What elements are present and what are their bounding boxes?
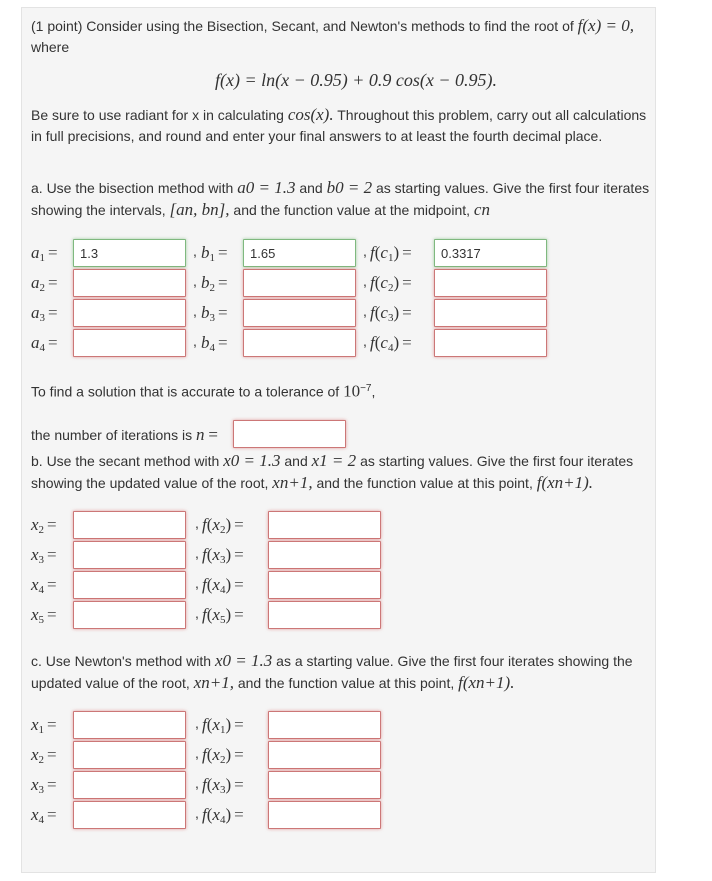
iterations-text: the number of iterations is (31, 427, 193, 443)
bisection-a-input[interactable] (73, 269, 186, 297)
cos-x: cos(x). (287, 105, 334, 124)
secant-x-input[interactable] (73, 511, 186, 539)
bisection-f-input[interactable] (434, 329, 547, 357)
instructions-b: Throughout this problem, carry out all calculations in full precisions, and round and enter your final answers to at least the fourth decimal place. (31, 107, 647, 144)
secant-x-label: $x_5$ = (31, 605, 57, 626)
bisection-f-input[interactable] (434, 269, 547, 297)
separator-comma: , (363, 303, 367, 319)
bisection-f-label: $f(c_4)$ = (370, 333, 412, 354)
tolerance-exponent: −7 (360, 383, 372, 394)
newton-x-input[interactable] (73, 771, 186, 799)
bisection-b-input[interactable] (243, 329, 356, 357)
formula-line (0, 70, 712, 91)
secant-f-input[interactable] (268, 601, 381, 629)
bisection-f-input[interactable] (434, 239, 547, 267)
newton-f-input[interactable] (268, 771, 381, 799)
secant-x-label: $x_2$ = (31, 515, 57, 536)
secant-f-input[interactable] (268, 511, 381, 539)
bisection-b-label: $b_2$ = (201, 273, 228, 294)
part-a-text-3: and the function value at the midpoint, (233, 202, 471, 218)
bisection-f-input[interactable] (434, 299, 547, 327)
newton-f-label: $f(x_3)$ = (202, 775, 244, 796)
newton-x-label: $x_1$ = (31, 715, 57, 736)
newton-x-input[interactable] (73, 801, 186, 829)
part-c-text-1: c. Use Newton's method with (31, 653, 212, 669)
separator-comma: , (195, 775, 199, 791)
newton-f-label: $f(x_2)$ = (202, 745, 244, 766)
bisection-a-label: $a_3$ = (31, 303, 58, 324)
secant-f-label: $f(x_5)$ = (202, 605, 244, 626)
part-c-xn1: xn+1, (193, 673, 234, 692)
tolerance-text: To find a solution that is accurate to a tolerance of (31, 383, 340, 400)
separator-comma: , (193, 333, 197, 349)
b0: b0 = 2 (326, 178, 373, 197)
bisection-a-label: $a_1$ = (31, 243, 58, 264)
bisection-b-input[interactable] (243, 269, 356, 297)
separator-comma: , (195, 605, 199, 621)
newton-f-input[interactable] (268, 741, 381, 769)
intro-prefix: (1 point) Consider using the Bisection, Secant, and Newton's methods to find the root of (31, 18, 574, 34)
newton-x-label: $x_3$ = (31, 775, 57, 796)
part-b-x0: x0 = 1.3 (223, 451, 281, 470)
part-a-text-2: as starting values. Give the first four iterates showing the intervals, (31, 180, 650, 218)
bisection-b-input[interactable] (243, 239, 356, 267)
bisection-a-input[interactable] (73, 299, 186, 327)
newton-x-label: $x_2$ = (31, 745, 57, 766)
intro-equation: f(x) = 0, (577, 16, 634, 35)
bisection-a-input[interactable] (73, 329, 186, 357)
bisection-a-label: $a_4$ = (31, 333, 58, 354)
bisection-b-label: $b_3$ = (201, 303, 228, 324)
formula: f(x) = ln(x − 0.95) + 0.9 cos(x − 0.95). (214, 70, 497, 90)
part-c-fxn1: f(xn+1). (458, 673, 515, 692)
bisection-f-label: $f(c_2)$ = (370, 273, 412, 294)
part-a-prompt (31, 177, 656, 221)
separator-comma: , (193, 243, 197, 259)
newton-x-label: $x_4$ = (31, 805, 57, 826)
bisection-a-label: $a_2$ = (31, 273, 58, 294)
part-a-text-1: a. Use the bisection method with (31, 180, 234, 196)
interval: [an, bn], (169, 200, 230, 219)
bisection-a-input[interactable] (73, 239, 186, 267)
secant-x-input[interactable] (73, 541, 186, 569)
secant-f-label: $f(x_4)$ = (202, 575, 244, 596)
tolerance-value: 10 (343, 381, 361, 401)
part-c-prompt (31, 650, 656, 694)
separator-comma: , (363, 243, 367, 259)
newton-f-label: $f(x_4)$ = (202, 805, 244, 826)
secant-f-input[interactable] (268, 571, 381, 599)
secant-x-label: $x_3$ = (31, 545, 57, 566)
secant-x-label: $x_4$ = (31, 575, 57, 596)
newton-x-input[interactable] (73, 711, 186, 739)
secant-x-input[interactable] (73, 571, 186, 599)
separator-comma: , (363, 333, 367, 349)
separator-comma: , (193, 303, 197, 319)
bisection-f-label: $f(c_1)$ = (370, 243, 412, 264)
part-c-text-2: as a starting value. Give the first four iterates showing the updated value of the root, (31, 653, 633, 691)
bisection-f-label: $f(c_3)$ = (370, 303, 412, 324)
iterations-var: n (195, 425, 205, 444)
separator-comma: , (195, 545, 199, 561)
iterations-line: the number of iterations is n = (31, 425, 218, 444)
part-b-text-3: and the function value at this point, (316, 475, 533, 491)
iterations-input[interactable] (233, 420, 346, 448)
tolerance-line: To find a solution that is accurate to a tolerance of $10^{-7}$, (31, 381, 376, 401)
part-b-text-2: as starting values. Give the first four iterates showing the updated value of the root, (31, 453, 634, 491)
newton-f-label: $f(x_1)$ = (202, 715, 244, 736)
newton-f-input[interactable] (268, 801, 381, 829)
part-c-text-3: and the function value at this point, (237, 675, 455, 691)
instructions (31, 104, 656, 147)
intro-paragraph (31, 15, 656, 58)
bisection-b-label: $b_4$ = (201, 333, 228, 354)
intro-where: where (31, 39, 70, 55)
part-b-xn1: xn+1, (272, 473, 313, 492)
separator-comma: , (195, 805, 199, 821)
part-b-and: and (284, 453, 308, 469)
bisection-b-input[interactable] (243, 299, 356, 327)
newton-x-input[interactable] (73, 741, 186, 769)
part-b-prompt (31, 450, 656, 494)
instructions-a: Be sure to use radiant for x in calculating (31, 107, 284, 123)
separator-comma: , (195, 715, 199, 731)
separator-comma: , (195, 745, 199, 761)
separator-comma: , (193, 273, 197, 289)
cn: cn (473, 200, 490, 219)
bisection-b-label: $b_1$ = (201, 243, 228, 264)
newton-f-input[interactable] (268, 711, 381, 739)
part-b-fxn1: f(xn+1). (536, 473, 594, 492)
a0: a0 = 1.3 (237, 178, 296, 197)
secant-f-input[interactable] (268, 541, 381, 569)
separator-comma: , (363, 273, 367, 289)
part-b-text-1: b. Use the secant method with (31, 453, 220, 469)
secant-f-label: $f(x_2)$ = (202, 515, 244, 536)
separator-comma: , (195, 515, 199, 531)
separator-comma: , (195, 575, 199, 591)
part-b-x1: x1 = 2 (311, 451, 357, 470)
part-a-and: and (299, 180, 323, 196)
secant-x-input[interactable] (73, 601, 186, 629)
part-c-x0: x0 = 1.3 (214, 651, 273, 670)
secant-f-label: $f(x_3)$ = (202, 545, 244, 566)
